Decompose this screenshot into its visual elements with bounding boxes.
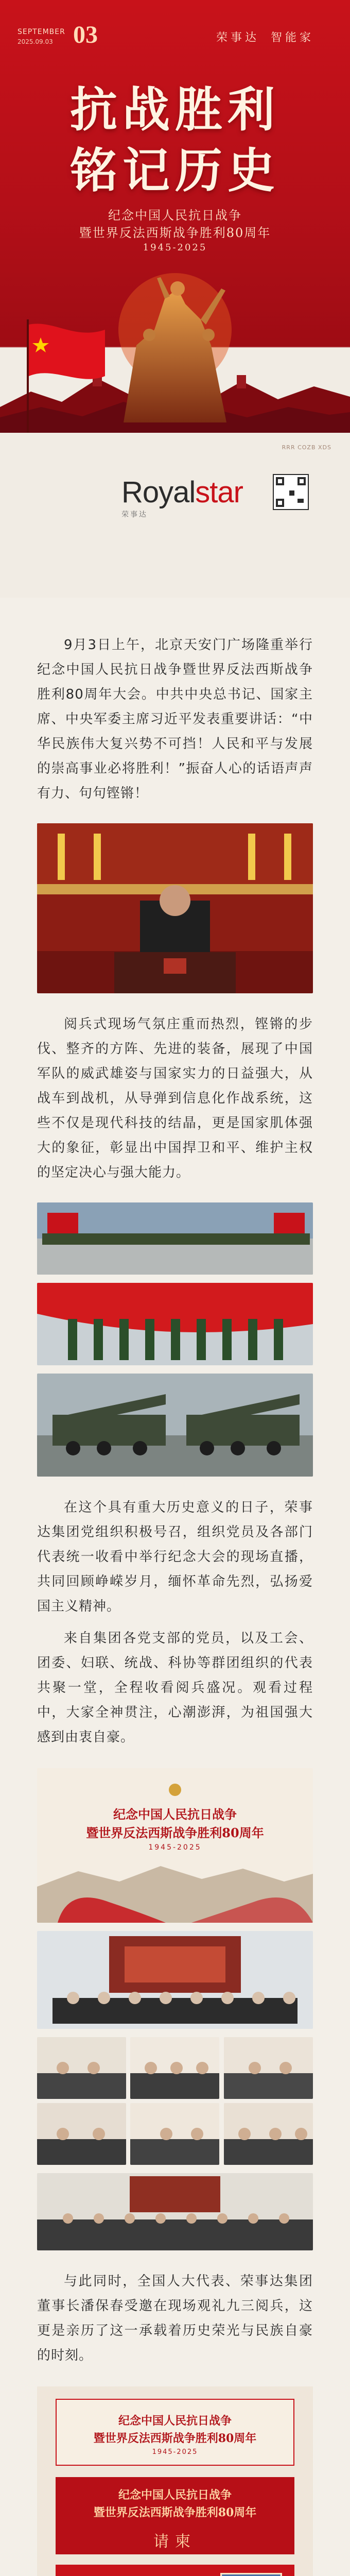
photo-grid-item (130, 2103, 219, 2165)
poster-footer (0, 433, 350, 598)
company-logo (121, 475, 243, 510)
poster-title-line2: 铭记历史 (69, 143, 280, 198)
date-block (18, 28, 65, 45)
paragraph-5: 与此同时，全国人大代表、荣事达集团董事长潘保春受邀在现场观礼九三阅兵，这更是亲历了这一承载着历史荣光与民族自豪的时刻。 (37, 2274, 313, 2363)
photo-meeting-room-screen (37, 1931, 313, 2029)
article-body (0, 598, 350, 2576)
poster-subtitle-line2: 暨世界反法西斯战争胜利80周年 (79, 226, 271, 240)
event-poster-years: 1945-2025 (148, 1843, 202, 1852)
photo-tiananmen-speech (37, 823, 313, 993)
photo-grid-item (37, 2103, 126, 2165)
photo-flag-guard (37, 1283, 313, 1365)
event-poster-title1: 纪念中国人民抗日战争 (113, 1807, 237, 1822)
poster-subtitle-line1: 纪念中国人民抗日战争 (108, 208, 242, 223)
qr-code-icon[interactable] (273, 474, 309, 510)
paragraph-3: 在这个具有重大历史意义的日子，荣事达集团党组织积极号召，组织党员及各部门代表统一收看中举行纪念大会的现场直播，共同回顾峥嵘岁月，缅怀革命先烈，弘扬爱国主义精神。 (37, 1500, 313, 1614)
invitation-collage (37, 2386, 313, 2576)
invite-word: 请柬 (153, 2533, 197, 2551)
event-poster-image (37, 1768, 313, 1923)
logo-accent: star (195, 476, 243, 509)
photo-parade-formation (37, 1202, 313, 1275)
invitation-card-middle (56, 2477, 294, 2554)
invitation-card-top (56, 2399, 294, 2466)
guest-card (56, 2565, 294, 2576)
photo-grid-viewers (37, 2037, 313, 2165)
photo-grid-item (130, 2037, 219, 2099)
invite-card1-title2: 暨世界反法西斯战争胜利80周年 (93, 2432, 257, 2445)
guest-photo (220, 2573, 282, 2576)
hero-poster (0, 0, 350, 598)
invite-card1-title1: 纪念中国人民抗日战争 (118, 2414, 232, 2428)
photo-grid-item (224, 2037, 313, 2099)
photo-missile-vehicles (37, 1374, 313, 1477)
paragraph-1: 9月3日上午，北京天安门广场隆重举行纪念中国人民抗日战争暨世界反法西斯战争胜利80周年大会。中共中央总书记、国家主席、中央军委主席习近平发表重要讲话：“中华民族伟大复兴势不可挡！人民和平与发展的崇高事业必将胜利！”振奋人心的话语声声有力、句句铿锵！ (37, 637, 313, 801)
brand-slogan: 智能家 (271, 31, 314, 44)
invite-card2-title1: 纪念中国人民抗日战争 (118, 2488, 232, 2502)
invite-card2-title2: 暨世界反法西斯战争胜利80周年 (93, 2506, 257, 2519)
date-full: 2025.09.03 (18, 38, 53, 45)
poster-title-line1: 抗战胜利 (69, 82, 280, 138)
poster-subtitle-years: 1945-2025 (143, 242, 207, 253)
photo-grid-item (224, 2103, 313, 2165)
invite-card1-years: 1945-2025 (152, 2448, 198, 2456)
logo-main: Royal (121, 476, 196, 509)
event-poster-title2: 暨世界反法西斯战争胜利80周年 (86, 1825, 264, 1840)
brand-name: 荣事达 (216, 31, 260, 44)
poster-code-text: RRR COZB XDS (282, 444, 331, 451)
logo-subtext: 荣事达 (121, 511, 148, 519)
brand-top (216, 29, 325, 45)
photo-meeting-wide (37, 2173, 313, 2250)
day-number: 03 (73, 21, 98, 48)
date-month: SEPTEMBER (18, 28, 65, 36)
photo-grid-item (37, 2037, 126, 2099)
soldiers-monument-illustration (46, 268, 304, 422)
paragraph-4: 来自集团各党支部的党员，以及工会、团委、妇联、统战、科协等群团组织的代表共聚一堂，全程收看阅兵盛况。观看过程中，大家全神贯注，心潮澎湃，为祖国强大感到由衷自豪。 (37, 1631, 313, 1745)
paragraph-2: 阅兵式现场气氛庄重而热烈，铿锵的步伐、整齐的方阵、先进的装备，展现了中国军队的威武雄姿与国家实力的日益强大，从战车到战机，从导弹到信息化作战系统，这些不仅是现代科技的结晶，更是国家肌体强大的象征，彰显出中国捍卫和平、维护主权的坚定决心与强大能力。 (37, 1016, 313, 1180)
